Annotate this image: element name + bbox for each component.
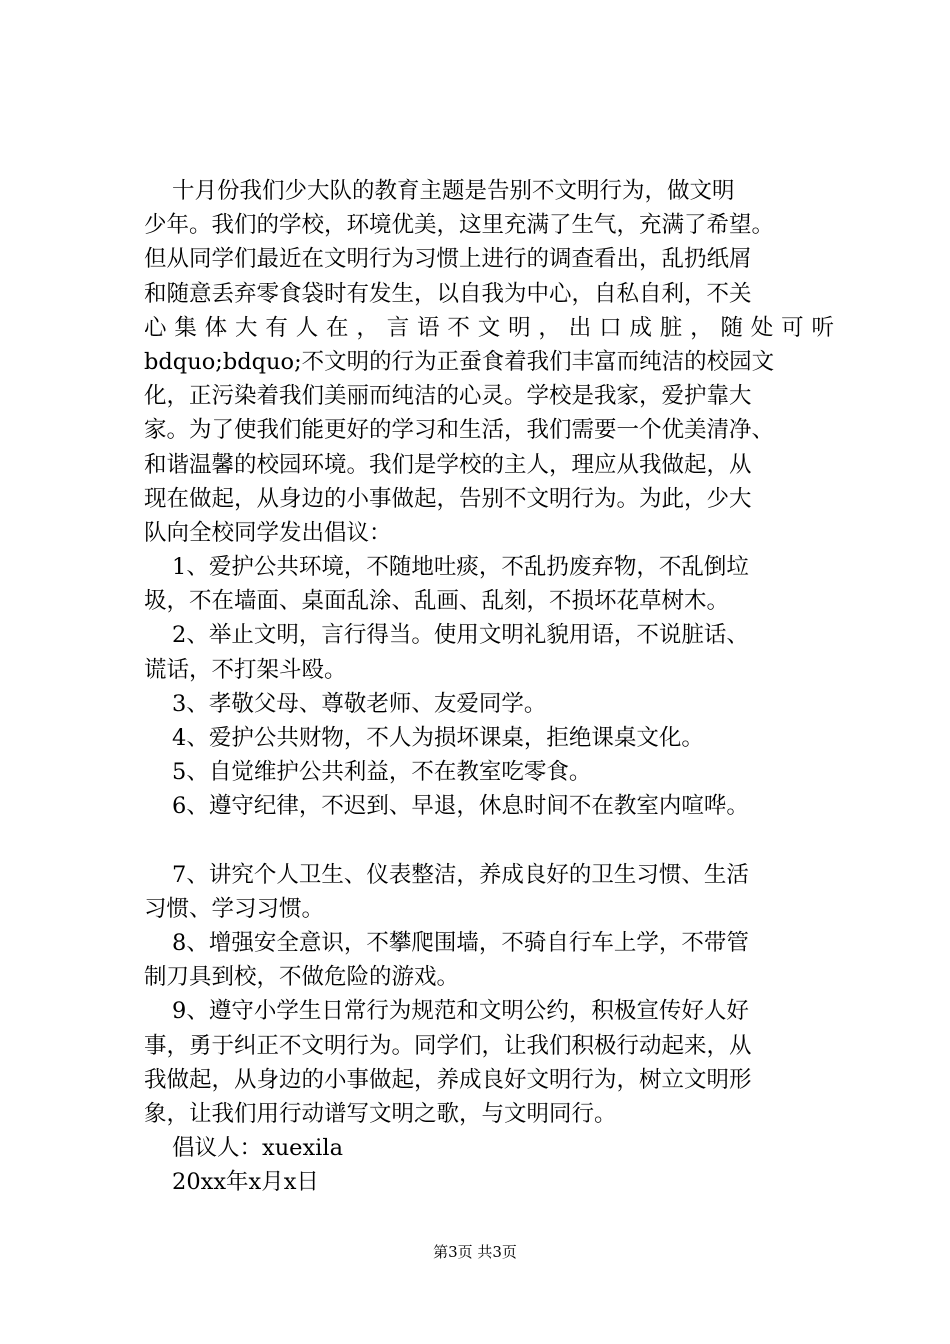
text-line: 家。为了使我们能更好的学习和生活，我们需要一个优美清净、 [144,417,775,444]
text-line: 2、举止文明，言行得当。使用文明礼貌用语，不说脏话、 [172,622,749,649]
proposal-7 [144,858,834,926]
text-line: 1、爱护公共环境，不随地吐痰，不乱扔废弃物，不乱倒垃 [172,554,749,581]
proposal-4 [144,721,834,755]
text-line: 事，勇于纠正不文明行为。同学们，让我们积极行动起来，从 [144,1032,752,1059]
date [144,1165,834,1199]
text-line: 3、孝敬父母、尊敬老师、友爱同学。 [172,690,547,717]
text-line: 但从同学们最近在文明行为习惯上进行的调查看出，乱扔纸屑 [144,246,752,273]
text-line: 谎话，不打架斗殴。 [144,656,347,683]
text-line: 6、遵守纪律，不迟到、早退，休息时间不在教室内喧哗。 [172,793,749,820]
text-line: 圾，不在墙面、桌面乱涂、乱画、乱刻，不损坏花草树木。 [144,588,730,615]
text-line: 4、爱护公共财物，不人为损坏课桌，拒绝课桌文化。 [172,725,704,751]
text-line: bdquo;bdquo;不文明的行为正蚕食着我们丰富而纯洁的校园文 [144,348,775,375]
page-footer: 第3页 共3页 [433,1243,517,1261]
signature [144,1131,834,1165]
text-line: 心集体大有人在，言语不文明，出口成脏，随处可听 [144,314,834,341]
text-line: 制刀具到校，不做危险的游戏。 [144,964,460,991]
text-line: 化，正污染着我们美丽而纯洁的心灵。学校是我家，爱护靠大 [144,383,752,410]
text-line: 我做起，从身边的小事做起，养成良好文明行为，树立文明形 [144,1066,752,1093]
text-line: 象，让我们用行动谱写文明之歌，与文明同行。 [144,1100,617,1127]
proposal-3 [144,687,834,721]
proposal-5 [144,755,834,789]
document-body [144,174,834,1199]
text-line: 5、自觉维护公共利益，不在教室吃零食。 [172,759,592,786]
text-line: 倡议人：xuexila [172,1135,343,1162]
text-line: 少年。我们的学校，环境优美，这里充满了生气，充满了希望。 [144,212,775,239]
proposal-1 [144,550,834,618]
text-line: 9、遵守小学生日常行为规范和文明公约，积极宣传好人好 [172,998,749,1025]
proposal-6 [144,789,834,823]
text-line: 和随意丢弃零食袋时有发生，以自我为中心，自私自利，不关 [144,280,752,307]
intro-paragraph [144,174,834,550]
text-line: 20xx年x月x日 [172,1169,319,1196]
text-line: 队向全校同学发出倡议： [144,519,392,546]
text-line [144,824,834,858]
text-line: 7、讲究个人卫生、仪表整洁，养成良好的卫生习惯、生活 [172,861,749,888]
text-line: 8、增强安全意识，不攀爬围墙，不骑自行车上学，不带管 [172,929,749,956]
proposal-8 [144,926,834,994]
proposal-2 [144,618,834,686]
text-line: 现在做起，从身边的小事做起，告别不文明行为。为此，少大 [144,485,752,512]
proposal-9 [144,994,834,1131]
blank-line [144,824,834,858]
text-line: 十月份我们少大队的教育主题是告别不文明行为，做文明 [172,178,735,204]
text-line: 和谐温馨的校园环境。我们是学校的主人，理应从我做起，从 [144,451,752,478]
text-line: 习惯、学习习惯。 [144,895,325,922]
